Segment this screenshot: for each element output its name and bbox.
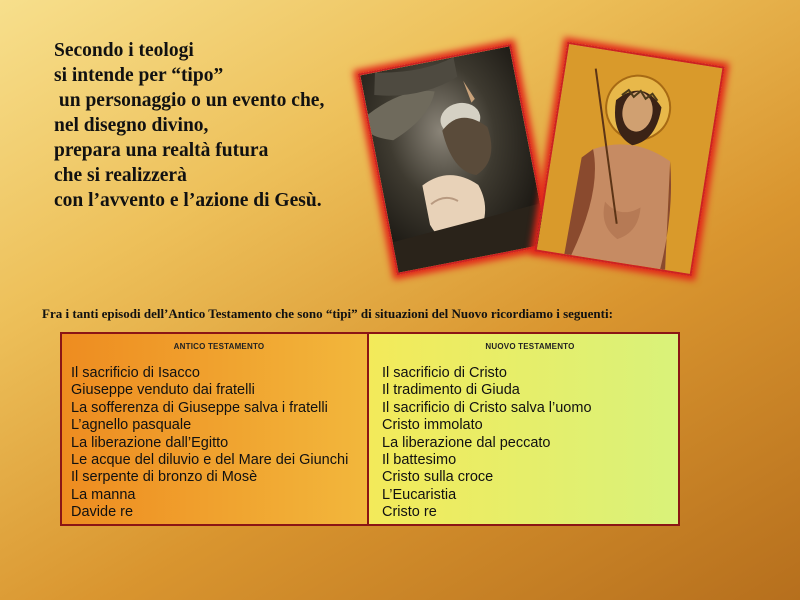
list-item: Il sacrificio di Isacco xyxy=(71,365,200,381)
icon-christ-crown-of-thorns xyxy=(534,42,724,276)
list-item: Cristo sulla croce xyxy=(382,469,494,486)
list-item: Cristo immolato xyxy=(382,417,483,434)
list-item: Il serpente di bronzo di Mosè xyxy=(71,469,258,486)
old-testament-column xyxy=(62,334,369,524)
list-item: La liberazione dall’Egitto xyxy=(71,434,229,451)
list-item: Il sacrificio di Cristo salva l’uomo xyxy=(382,399,592,416)
subtitle: Fra i tanti episodi dell’Antico Testamento che sono “tipi” di situazioni del Nuovo ricordiamo i seguenti: xyxy=(42,306,613,321)
list-item: Giuseppe venduto dai fratelli xyxy=(71,382,255,399)
intro-line: Secondo i teologi xyxy=(54,40,194,61)
list-item: Il tradimento di Giuda xyxy=(382,382,520,399)
intro-text xyxy=(54,38,324,213)
typology-table xyxy=(60,332,680,526)
list-item: Le acque del diluvio e del Mare dei Giunchi xyxy=(71,452,349,469)
new-testament-list xyxy=(382,365,678,522)
list-item: La liberazione dal peccato xyxy=(382,434,551,451)
new-testament-column xyxy=(369,334,678,524)
list-item: La sofferenza di Giuseppe salva i fratelli xyxy=(71,399,328,416)
new-testament-header: NUOVO TESTAMENTO xyxy=(485,342,575,351)
list-item: Cristo re xyxy=(382,504,437,521)
list-item: Davide re xyxy=(71,504,134,521)
list-item: L’agnello pasquale xyxy=(71,417,192,434)
list-item: Il battesimo xyxy=(382,452,457,469)
intro-line: un personaggio o un evento che, xyxy=(54,90,325,111)
list-item: Il sacrificio di Cristo xyxy=(382,365,507,381)
painting-sacrifice-of-isaac xyxy=(358,44,550,275)
intro-line: si intende per “tipo” xyxy=(54,65,224,86)
old-testament-header: ANTICO TESTAMENTO xyxy=(173,342,265,351)
list-item: L’Eucaristia xyxy=(382,486,457,503)
intro-line: prepara una realtà futura xyxy=(54,140,269,161)
list-item: La manna xyxy=(71,486,136,503)
intro-line: nel disegno divino, xyxy=(54,115,209,136)
intro-line: con l’avvento e l’azione di Gesù. xyxy=(54,190,322,211)
old-testament-list xyxy=(71,365,367,522)
intro-line: che si realizzerà xyxy=(54,165,187,186)
